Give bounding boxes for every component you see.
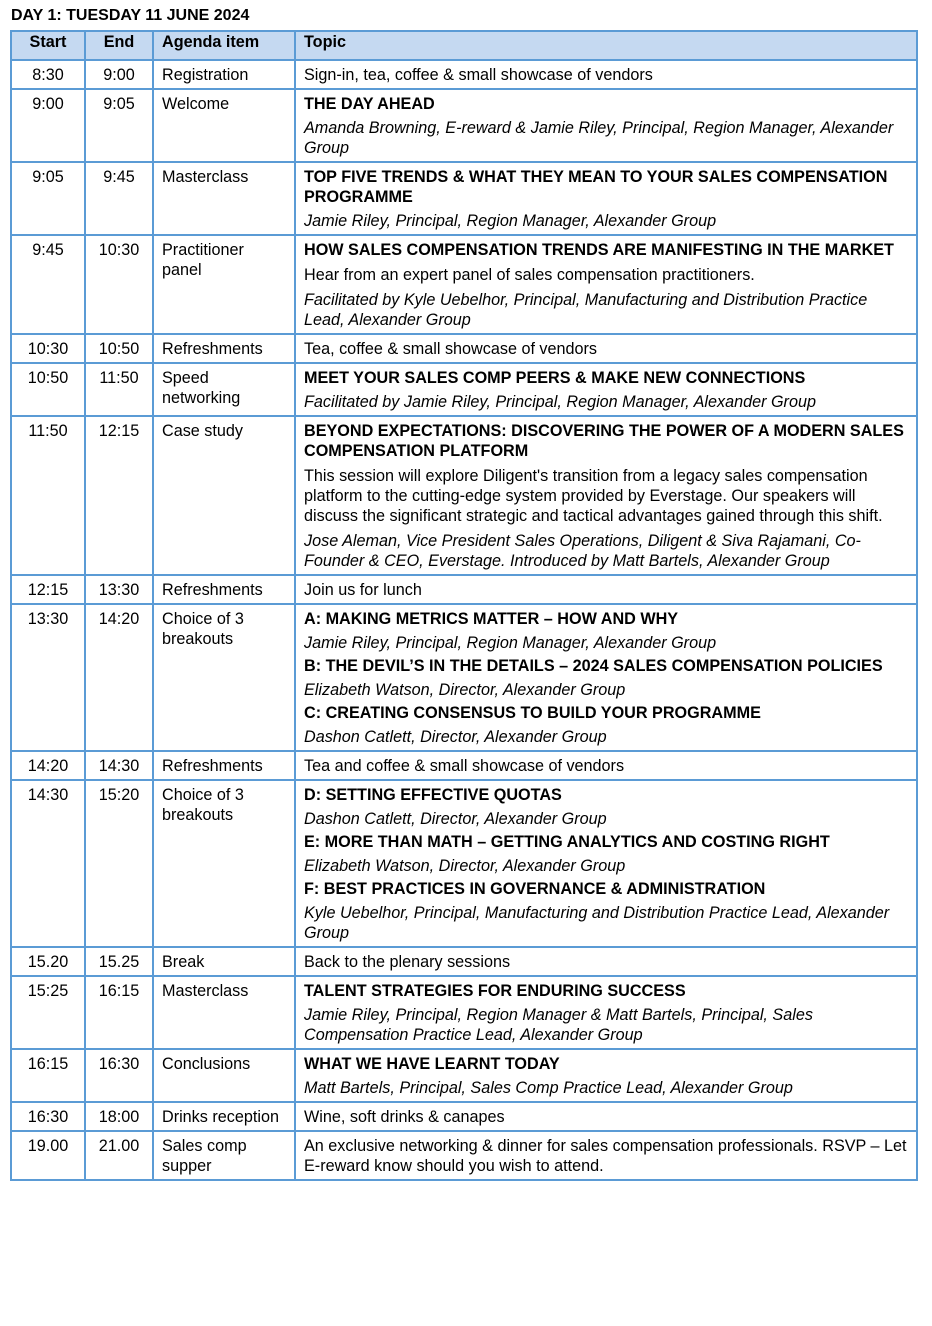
topic-cell bbox=[295, 89, 917, 162]
speaker-names: Jamie Riley, Principal, Region Manager & Matt Bartels, Principal, Sales Compensation Practice Lead, Alexander Group bbox=[304, 1006, 813, 1044]
speaker-line bbox=[304, 211, 908, 231]
table-row bbox=[11, 604, 917, 751]
agenda-item: Speed networking bbox=[153, 363, 295, 416]
end-time: 14:30 bbox=[85, 751, 153, 780]
topic-cell bbox=[295, 235, 917, 334]
session-title: WHAT WE HAVE LEARNT TODAY bbox=[304, 1055, 560, 1073]
speaker-names: Facilitated by Jamie Riley, Principal, Region Manager, Alexander Group bbox=[304, 393, 816, 411]
day-title: DAY 1: TUESDAY 11 JUNE 2024 bbox=[11, 7, 250, 24]
topic-cell bbox=[295, 575, 917, 604]
agenda-item: Conclusions bbox=[153, 1049, 295, 1102]
topic-text: Sign-in, tea, coffee & small showcase of vendors bbox=[304, 66, 653, 84]
start-time: 16:15 bbox=[11, 1049, 85, 1102]
end-time: 9:05 bbox=[85, 89, 153, 162]
speaker-line bbox=[304, 633, 908, 653]
table-row bbox=[11, 363, 917, 416]
session-title: B: THE DEVIL’S IN THE DETAILS – 2024 SALES COMPENSATION POLICIES bbox=[304, 657, 883, 675]
speaker-line bbox=[304, 680, 908, 700]
table-row bbox=[11, 976, 917, 1049]
agenda-item: Masterclass bbox=[153, 976, 295, 1049]
end-time: 11:50 bbox=[85, 363, 153, 416]
start-time: 12:15 bbox=[11, 575, 85, 604]
topic-cell bbox=[295, 604, 917, 751]
start-time: 8:30 bbox=[11, 60, 85, 89]
agenda-item: Masterclass bbox=[153, 162, 295, 235]
topic-cell bbox=[295, 1049, 917, 1102]
speaker-names: Elizabeth Watson, Director, Alexander Group bbox=[304, 681, 626, 699]
agenda-item: Welcome bbox=[153, 89, 295, 162]
session-title: MEET YOUR SALES COMP PEERS & MAKE NEW CONNECTIONS bbox=[304, 369, 806, 387]
topic-text: Join us for lunch bbox=[304, 581, 422, 599]
header-topic: Topic bbox=[295, 31, 917, 60]
agenda-body bbox=[11, 60, 917, 1180]
session-title: TALENT STRATEGIES FOR ENDURING SUCCESS bbox=[304, 982, 686, 1000]
end-time: 14:20 bbox=[85, 604, 153, 751]
start-time: 15.20 bbox=[11, 947, 85, 976]
session-title: E: MORE THAN MATH – GETTING ANALYTICS AND COSTING RIGHT bbox=[304, 833, 830, 851]
speaker-names: Facilitated by Kyle Uebelhor, Principal, Manufacturing and Distribution Practice Lead, Alexander Group bbox=[304, 291, 868, 329]
topic-cell bbox=[295, 1131, 917, 1180]
topic-cell bbox=[295, 780, 917, 947]
end-time: 15:20 bbox=[85, 780, 153, 947]
table-row bbox=[11, 947, 917, 976]
end-time: 18:00 bbox=[85, 1102, 153, 1131]
table-row bbox=[11, 60, 917, 89]
topic-cell bbox=[295, 334, 917, 363]
table-row bbox=[11, 751, 917, 780]
start-time: 10:30 bbox=[11, 334, 85, 363]
agenda-item: Sales comp supper bbox=[153, 1131, 295, 1180]
end-time: 15.25 bbox=[85, 947, 153, 976]
topic-text: Hear from an expert panel of sales compensation practitioners. bbox=[304, 266, 755, 284]
session-title: F: BEST PRACTICES IN GOVERNANCE & ADMINISTRATION bbox=[304, 880, 766, 898]
speaker-line bbox=[304, 531, 908, 571]
table-row bbox=[11, 416, 917, 575]
speaker-line bbox=[304, 1005, 908, 1045]
end-time: 9:00 bbox=[85, 60, 153, 89]
end-time: 10:50 bbox=[85, 334, 153, 363]
topic-cell bbox=[295, 947, 917, 976]
start-time: 10:50 bbox=[11, 363, 85, 416]
agenda-table bbox=[10, 30, 918, 1181]
topic-cell bbox=[295, 162, 917, 235]
speaker-line bbox=[304, 809, 908, 829]
topic-text: Tea, coffee & small showcase of vendors bbox=[304, 340, 598, 358]
header-start: Start bbox=[11, 31, 85, 60]
topic-cell bbox=[295, 976, 917, 1049]
header-end: End bbox=[85, 31, 153, 60]
table-row bbox=[11, 89, 917, 162]
table-row bbox=[11, 162, 917, 235]
speaker-names: Dashon Catlett, Director, Alexander Group bbox=[304, 728, 607, 746]
start-time: 14:30 bbox=[11, 780, 85, 947]
speaker-names: Elizabeth Watson, Director, Alexander Group bbox=[304, 857, 626, 875]
topic-cell bbox=[295, 416, 917, 575]
agenda-item: Case study bbox=[153, 416, 295, 575]
speaker-line bbox=[304, 290, 908, 330]
start-time: 15:25 bbox=[11, 976, 85, 1049]
speaker-line bbox=[304, 856, 908, 876]
session-title: THE DAY AHEAD bbox=[304, 95, 435, 113]
table-row bbox=[11, 1102, 917, 1131]
session-title: HOW SALES COMPENSATION TRENDS ARE MANIFESTING IN THE MARKET bbox=[304, 241, 894, 259]
topic-cell bbox=[295, 751, 917, 780]
speaker-names: Matt Bartels, Principal, Sales Comp Practice Lead, Alexander Group bbox=[304, 1079, 793, 1097]
agenda-item: Practitioner panel bbox=[153, 235, 295, 334]
start-time: 14:20 bbox=[11, 751, 85, 780]
agenda-item: Refreshments bbox=[153, 575, 295, 604]
table-row bbox=[11, 1049, 917, 1102]
topic-cell bbox=[295, 60, 917, 89]
end-time: 10:30 bbox=[85, 235, 153, 334]
header-agenda-item: Agenda item bbox=[153, 31, 295, 60]
agenda-item: Refreshments bbox=[153, 334, 295, 363]
speaker-line bbox=[304, 903, 908, 943]
session-title: TOP FIVE TRENDS & WHAT THEY MEAN TO YOUR SALES COMPENSATION PROGRAMME bbox=[304, 168, 888, 206]
speaker-names: Kyle Uebelhor, Principal, Manufacturing and Distribution Practice Lead, Alexander Group bbox=[304, 904, 890, 942]
start-time: 9:05 bbox=[11, 162, 85, 235]
start-time: 13:30 bbox=[11, 604, 85, 751]
start-time: 19.00 bbox=[11, 1131, 85, 1180]
session-title: A: MAKING METRICS MATTER – HOW AND WHY bbox=[304, 610, 679, 628]
end-time: 16:15 bbox=[85, 976, 153, 1049]
end-time: 13:30 bbox=[85, 575, 153, 604]
agenda-item: Choice of 3 breakouts bbox=[153, 780, 295, 947]
end-time: 16:30 bbox=[85, 1049, 153, 1102]
topic-text: Tea and coffee & small showcase of vendors bbox=[304, 757, 625, 775]
agenda-item: Choice of 3 breakouts bbox=[153, 604, 295, 751]
header-row bbox=[11, 31, 917, 60]
agenda-item: Refreshments bbox=[153, 751, 295, 780]
session-title: D: SETTING EFFECTIVE QUOTAS bbox=[304, 786, 562, 804]
topic-text: This session will explore Diligent's transition from a legacy sales compensation platform to the cutting-edge system provided by Everstage. Our speakers will discuss the significant strategic and tactical advantages gained through this shift. bbox=[304, 467, 883, 525]
topic-text: Back to the plenary sessions bbox=[304, 953, 511, 971]
start-time: 11:50 bbox=[11, 416, 85, 575]
start-time: 9:45 bbox=[11, 235, 85, 334]
session-title: C: CREATING CONSENSUS TO BUILD YOUR PROGRAMME bbox=[304, 704, 761, 722]
end-time: 12:15 bbox=[85, 416, 153, 575]
speaker-names: Dashon Catlett, Director, Alexander Group bbox=[304, 810, 607, 828]
agenda-item: Drinks reception bbox=[153, 1102, 295, 1131]
table-row bbox=[11, 780, 917, 947]
speaker-line bbox=[304, 1078, 908, 1098]
table-row bbox=[11, 575, 917, 604]
speaker-names: Jamie Riley, Principal, Region Manager, Alexander Group bbox=[304, 212, 717, 230]
speaker-line bbox=[304, 727, 908, 747]
agenda-item: Break bbox=[153, 947, 295, 976]
speaker-intro: Introduced by Matt Bartels, Alexander Group bbox=[505, 552, 830, 570]
topic-text: Wine, soft drinks & canapes bbox=[304, 1108, 505, 1126]
speaker-names: Jamie Riley, Principal, Region Manager, Alexander Group bbox=[304, 634, 717, 652]
agenda-item: Registration bbox=[153, 60, 295, 89]
topic-cell bbox=[295, 1102, 917, 1131]
topic-text: An exclusive networking & dinner for sales compensation professionals. RSVP – Let E-reward know should you wish to attend. bbox=[304, 1137, 907, 1175]
table-row bbox=[11, 334, 917, 363]
speaker-names: Amanda Browning, E-reward & Jamie Riley, Principal, Region Manager, Alexander Group bbox=[304, 119, 894, 157]
speaker-line bbox=[304, 392, 908, 412]
table-row bbox=[11, 235, 917, 334]
table-row bbox=[11, 1131, 917, 1180]
end-time: 21.00 bbox=[85, 1131, 153, 1180]
start-time: 16:30 bbox=[11, 1102, 85, 1131]
speaker-names: Jose Aleman, Vice President Sales Operations, Diligent & Siva Rajamani, Co-Founder & CEO, Everstage. bbox=[304, 532, 861, 570]
session-title: BEYOND EXPECTATIONS: DISCOVERING THE POWER OF A MODERN SALES COMPENSATION PLATFORM bbox=[304, 422, 904, 460]
end-time: 9:45 bbox=[85, 162, 153, 235]
topic-cell bbox=[295, 363, 917, 416]
start-time: 9:00 bbox=[11, 89, 85, 162]
speaker-line bbox=[304, 118, 908, 158]
